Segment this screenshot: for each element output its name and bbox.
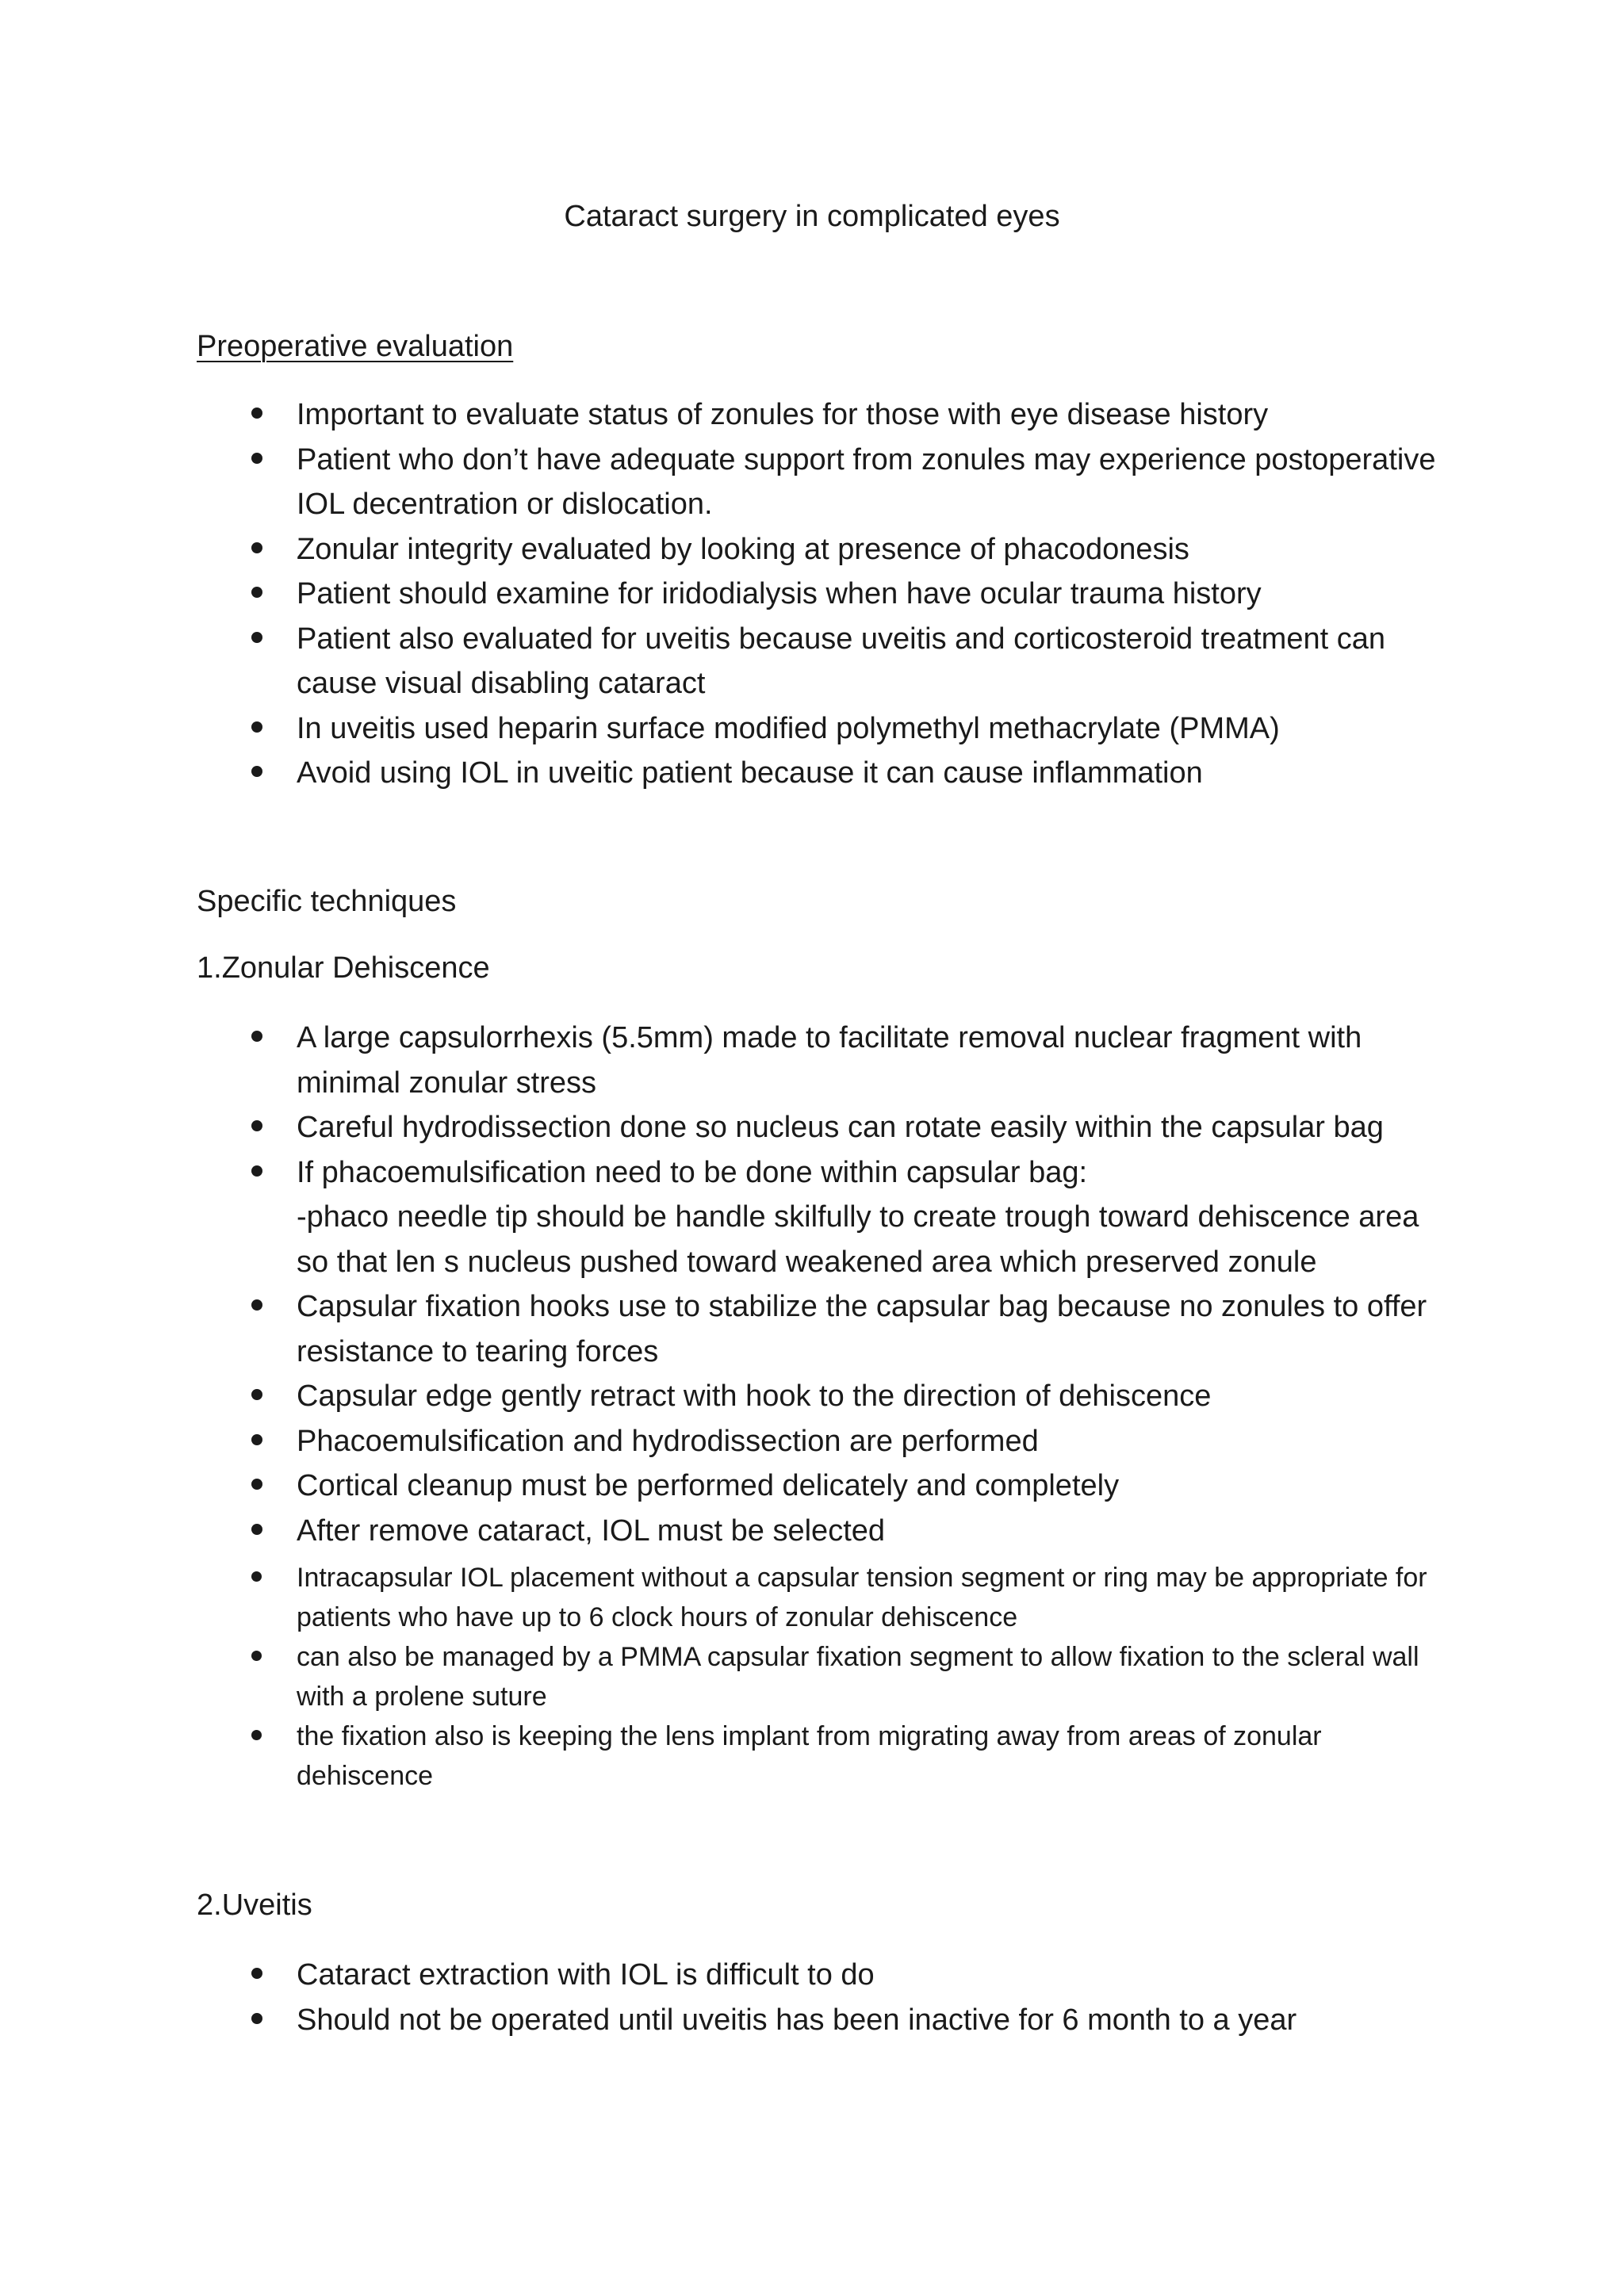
bullet-icon [251, 408, 262, 419]
bullet-icon [251, 1031, 262, 1042]
uveitis-list [0, 1953, 1624, 2042]
bullet-icon [251, 2013, 262, 2024]
list-item: Patient should examine for iridodialysis when have ocular trauma history [0, 572, 1624, 617]
list-item: If phacoemulsification need to be done within capsular bag: -phaco needle tip should be handle skilfully to create trough toward dehiscence area so that len s nucleus pushed toward weakened area which preserved zonule [0, 1150, 1624, 1285]
bullet-icon [251, 632, 262, 643]
list-item: Cortical cleanup must be performed delicately and completely [0, 1464, 1624, 1509]
bullet-icon [251, 1120, 262, 1131]
bullet-icon [251, 1571, 262, 1582]
bullet-icon [251, 1389, 262, 1400]
list-item: Cataract extraction with IOL is difficult to do [0, 1953, 1624, 1998]
preop-heading: Preoperative evaluation [197, 330, 514, 363]
list-item: Zonular integrity evaluated by looking at presence of phacodonesis [0, 527, 1624, 572]
document-title: Cataract surgery in complicated eyes [564, 200, 1060, 233]
bullet-icon [251, 453, 262, 464]
list-item: Capsular edge gently retract with hook to the direction of dehiscence [0, 1374, 1624, 1419]
list-item: Intracapsular IOL placement without a capsular tension segment or ring may be appropriate for patients who have up to 6 clock hours of zonular dehiscence [0, 1558, 1624, 1637]
uveitis-heading: 2.Uveitis [197, 1888, 312, 1922]
bullet-icon [251, 721, 262, 733]
list-item: Patient also evaluated for uveitis because uveitis and corticosteroid treatment can cause visual disabling cataract [0, 617, 1624, 706]
list-item: Capsular fixation hooks use to stabilize the capsular bag because no zonules to offer resistance to tearing forces [0, 1284, 1624, 1374]
list-item: the fixation also is keeping the lens implant from migrating away from areas of zonular dehiscence [0, 1716, 1624, 1796]
phaco-sub-note: -phaco needle tip should be handle skilfully to create trough toward dehiscence area so that len s nucleus pushed toward weakened area which preserved zonule [297, 1200, 1419, 1279]
bullet-icon [251, 766, 262, 777]
list-item: can also be managed by a PMMA capsular fixation segment to allow fixation to the scleral wall with a prolene suture [0, 1637, 1624, 1716]
zonular-heading: 1.Zonular Dehiscence [197, 951, 490, 985]
bullet-icon [251, 1299, 262, 1311]
list-item: Important to evaluate status of zonules for those with eye disease history [0, 392, 1624, 438]
bullet-icon [251, 1165, 262, 1177]
preop-list [0, 392, 1624, 796]
zonular-list [0, 1016, 1624, 1796]
list-item: A large capsulorrhexis (5.5mm) made to facilitate removal nuclear fragment with minimal zonular stress [0, 1016, 1624, 1105]
bullet-icon [251, 1434, 262, 1445]
bullet-icon [251, 1651, 262, 1661]
list-item: Patient who don’t have adequate support from zonules may experience postoperative IOL decentration or dislocation. [0, 438, 1624, 527]
bullet-icon [251, 1524, 262, 1535]
list-item: In uveitis used heparin surface modified polymethyl methacrylate (PMMA) [0, 706, 1624, 752]
list-item: After remove cataract, IOL must be selected [0, 1509, 1624, 1554]
list-item: Avoid using IOL in uveitic patient because it can cause inflammation [0, 751, 1624, 796]
bullet-icon [251, 1968, 262, 1979]
list-item: Careful hydrodissection done so nucleus can rotate easily within the capsular bag [0, 1105, 1624, 1150]
bullet-icon [251, 587, 262, 598]
specific-heading: Specific techniques [197, 885, 457, 918]
list-item: Should not be operated until uveitis has been inactive for 6 month to a year [0, 1998, 1624, 2043]
bullet-icon [251, 1479, 262, 1490]
list-item: Phacoemulsification and hydrodissection are performed [0, 1419, 1624, 1464]
bullet-icon [251, 542, 262, 553]
bullet-icon [251, 1730, 262, 1740]
